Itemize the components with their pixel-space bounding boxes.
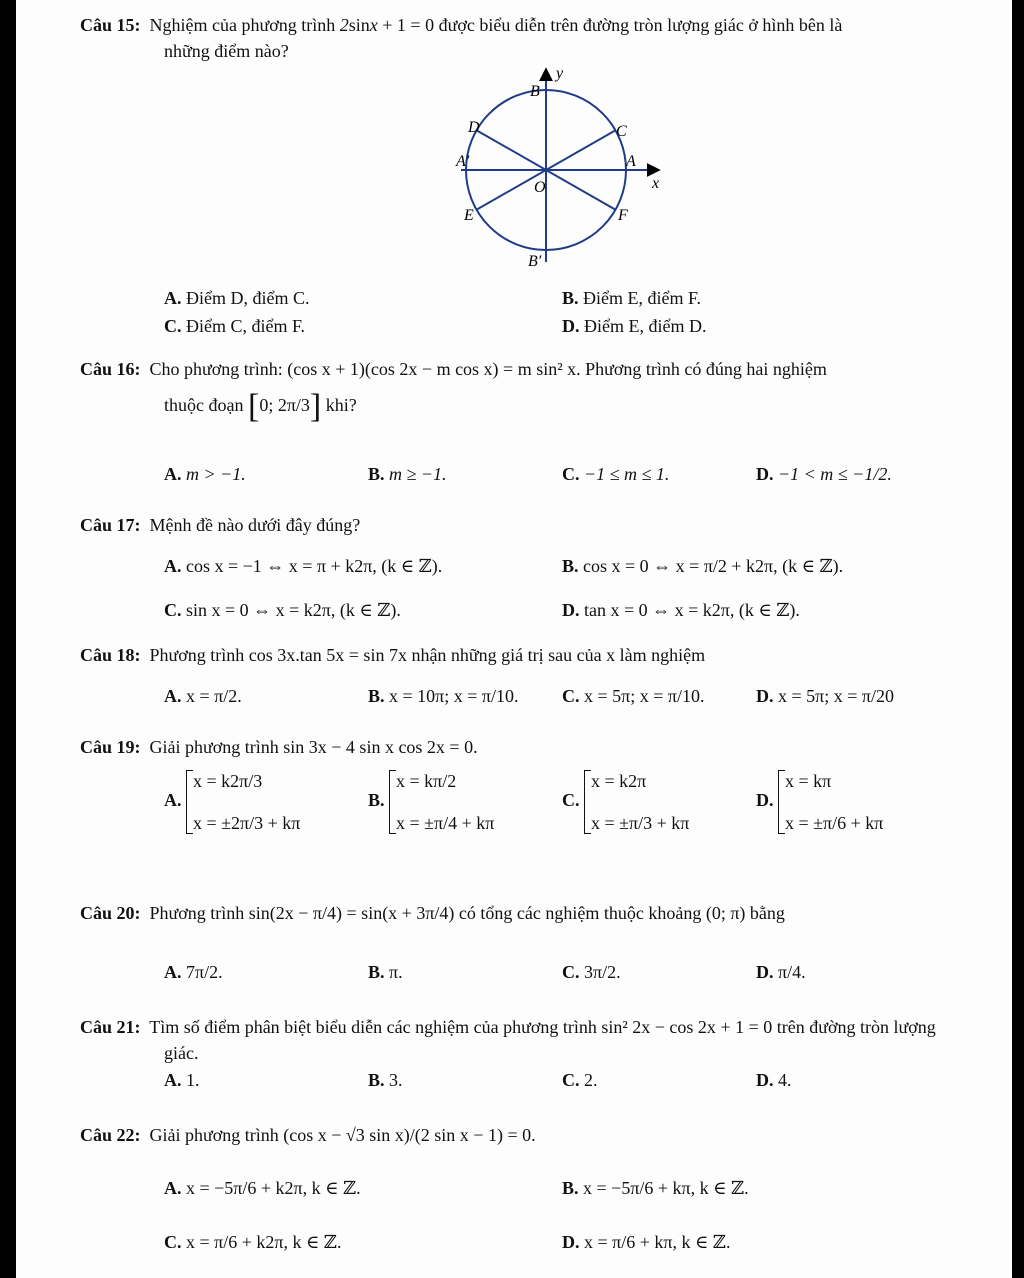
label-x: x	[652, 175, 660, 192]
unit-circle-figure	[446, 62, 686, 274]
question-20: Câu 20: Phương trình sin(2x − π/4) = sin(x + 3π/4) có tổng các nghiệm thuộc khoảng (0; π) bằng	[80, 903, 785, 923]
q19-option-c[interactable]: C. x = k2π x = ±π/3 + kπ	[562, 771, 690, 833]
question-text: Tìm số điểm phân biệt biểu diễn các nghiệm của phương trình sin² 2x − cos 2x + 1 = 0 trên đường tròn lượng giác.	[149, 1017, 936, 1063]
q20-option-b[interactable]: B. π.	[368, 962, 403, 982]
q15-option-a[interactable]: A. Điểm D, điểm C.	[164, 288, 310, 308]
q17-option-a[interactable]: A. cos x = −1 ⇔ x = π + k2π, (k ∈ ℤ).	[164, 556, 443, 576]
q20-option-c[interactable]: C. 3π/2.	[562, 962, 621, 982]
question-16-line2: thuộc đoạn [0; 2π/3] khi?	[164, 387, 357, 425]
q15-option-c[interactable]: C. Điểm C, điểm F.	[164, 316, 306, 336]
q19-option-d[interactable]: D. x = kπ x = ±π/6 + kπ	[756, 771, 884, 833]
question-19: Câu 19: Giải phương trình sin 3x − 4 sin x cos 2x = 0.	[80, 737, 478, 757]
question-18: Câu 18: Phương trình cos 3x.tan 5x = sin 7x nhận những giá trị sau của x làm nghiệm	[80, 645, 706, 665]
question-text: Giải phương trình sin 3x − 4 sin x cos 2x = 0.	[149, 737, 478, 757]
q15-option-d[interactable]: D. Điểm E, điểm D.	[562, 316, 707, 336]
q18-option-a[interactable]: A. x = π/2.	[164, 686, 242, 706]
q19-option-b[interactable]: B. x = kπ/2 x = ±π/4 + kπ	[368, 771, 495, 833]
question-15	[80, 12, 970, 64]
question-text: Phương trình sin(2x − π/4) = sin(x + 3π/4) có tổng các nghiệm thuộc khoảng (0; π) bằng	[149, 903, 785, 923]
question-text: Cho phương trình: (cos x + 1)(cos 2x − m cos x) = m sin² x. Phương trình có đúng hai nghiệm	[149, 359, 827, 379]
q22-option-a[interactable]: A. x = −5π/6 + k2π, k ∈ ℤ.	[164, 1178, 361, 1198]
question-text: Mệnh đề nào dưới đây đúng?	[149, 515, 361, 535]
question-17: Câu 17: Mệnh đề nào dưới đây đúng?	[80, 515, 361, 535]
q16-option-c[interactable]: C. −1 ≤ m ≤ 1.	[562, 464, 670, 484]
label-b: B	[530, 83, 540, 100]
q21-option-c[interactable]: C. 2.	[562, 1070, 598, 1090]
q16-option-b[interactable]: B. m ≥ −1.	[368, 464, 447, 484]
question-16: Câu 16: Cho phương trình: (cos x + 1)(cos 2x − m cos x) = m sin² x. Phương trình có đúng hai nghiệm	[80, 359, 827, 379]
document-page	[16, 0, 1012, 1278]
q17-option-b[interactable]: B. cos x = 0 ⇔ x = π/2 + k2π, (k ∈ ℤ).	[562, 556, 844, 576]
label-y: y	[556, 65, 564, 82]
q17-option-c[interactable]: C. sin x = 0 ⇔ x = k2π, (k ∈ ℤ).	[164, 600, 401, 620]
q15-option-b[interactable]: B. Điểm E, điểm F.	[562, 288, 702, 308]
q22-option-c[interactable]: C. x = π/6 + k2π, k ∈ ℤ.	[164, 1232, 342, 1252]
label-a-prime: A′	[456, 153, 470, 170]
question-text: Giải phương trình (cos x − √3 sin x)/(2 sin x − 1) = 0.	[149, 1125, 536, 1145]
equation-system: x = kπ/2 x = ±π/4 + kπ	[389, 770, 494, 834]
q18-option-d[interactable]: D. x = 5π; x = π/20	[756, 686, 894, 706]
q21-option-b[interactable]: B. 3.	[368, 1070, 403, 1090]
label-f: F	[618, 207, 628, 224]
left-border	[0, 0, 16, 1278]
label-d: D	[468, 119, 480, 136]
equation-system: x = k2π x = ±π/3 + kπ	[584, 770, 689, 834]
question-text: Nghiệm của phương trình 2sinx + 1 = 0 được biểu diễn trên đường tròn lượng giác ở hình bên là những điểm nào?	[149, 15, 843, 61]
q20-option-a[interactable]: A. 7π/2.	[164, 962, 223, 982]
q21-option-a[interactable]: A. 1.	[164, 1070, 200, 1090]
question-number: Câu 15:	[80, 15, 141, 35]
question-22: Câu 22: Giải phương trình (cos x − √3 sin x)/(2 sin x − 1) = 0.	[80, 1125, 536, 1145]
question-21: Câu 21: Tìm số điểm phân biệt biểu diễn các nghiệm của phương trình sin² 2x − cos 2x + 1 = 0 trên đường tròn lượng giác.	[80, 1017, 936, 1063]
right-border	[1012, 0, 1024, 1278]
label-c: C	[616, 123, 627, 140]
label-a: A	[626, 153, 636, 170]
equation-system: x = kπ x = ±π/6 + kπ	[778, 770, 883, 834]
q21-option-d[interactable]: D. 4.	[756, 1070, 792, 1090]
q17-option-d[interactable]: D. tan x = 0 ⇔ x = k2π, (k ∈ ℤ).	[562, 600, 800, 620]
q19-option-a[interactable]: A. x = k2π/3 x = ±2π/3 + kπ	[164, 771, 301, 833]
label-o: O	[534, 179, 546, 196]
q22-option-d[interactable]: D. x = π/6 + kπ, k ∈ ℤ.	[562, 1232, 731, 1252]
q20-option-d[interactable]: D. π/4.	[756, 962, 806, 982]
q22-option-b[interactable]: B. x = −5π/6 + kπ, k ∈ ℤ.	[562, 1178, 749, 1198]
label-e: E	[464, 207, 474, 224]
label-b-prime: B′	[528, 253, 542, 270]
q18-option-c[interactable]: C. x = 5π; x = π/10.	[562, 686, 705, 706]
interval: 0; 2π/3	[259, 395, 310, 415]
q18-option-b[interactable]: B. x = 10π; x = π/10.	[368, 686, 519, 706]
q16-option-a[interactable]: A. m > −1.	[164, 464, 246, 484]
question-text: Phương trình cos 3x.tan 5x = sin 7x nhận những giá trị sau của x làm nghiệm	[149, 645, 706, 665]
q16-option-d[interactable]: D. −1 < m ≤ −1/2.	[756, 464, 892, 484]
equation-system: x = k2π/3 x = ±2π/3 + kπ	[186, 770, 300, 834]
